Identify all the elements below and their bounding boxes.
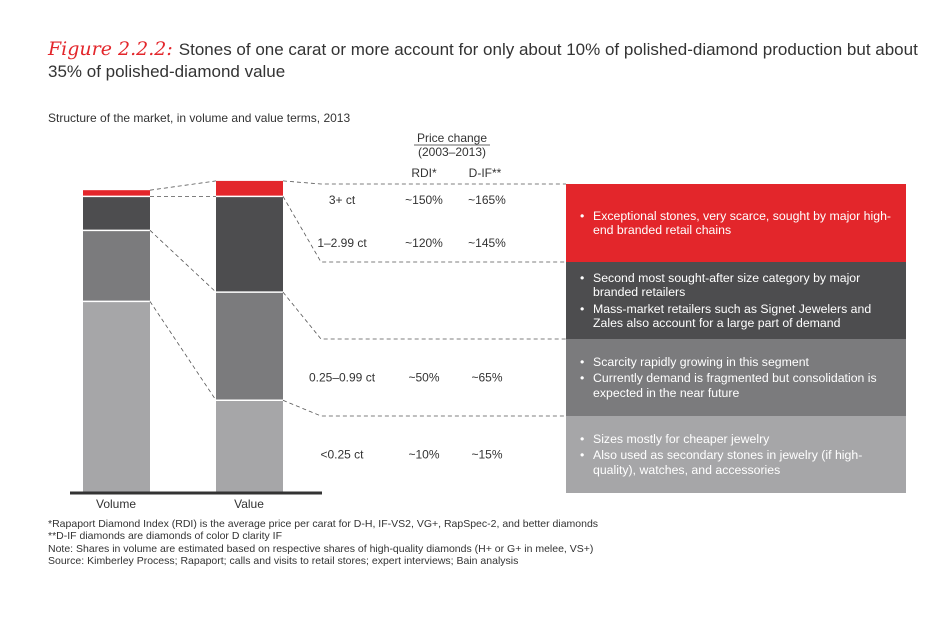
rdi-value-0-25-0-99-ct: ~50% (408, 370, 440, 385)
volume-bar-0-25-ct (83, 301, 150, 493)
footnotes (48, 518, 928, 567)
volume-bar-3-ct (83, 190, 150, 196)
panel-bullet: • Scarcity rapidly growing in this segment (580, 355, 896, 370)
volume-value-connector (150, 230, 216, 292)
volume-bar-1-2-99-ct (83, 196, 150, 230)
row-connector (283, 292, 566, 339)
value-bar-3-ct (216, 181, 283, 196)
value-bar-0-25-ct (216, 400, 283, 493)
volume-axis-label: Volume (95, 497, 137, 511)
figure-label: Figure 2.2.2: (48, 38, 173, 60)
rdi-value-3-ct: ~150% (405, 193, 443, 207)
panel-bullet: • Also used as secondary stones in jewelry (if high-quality), watches, and accessories (580, 448, 896, 477)
rdi-value-1-2-99-ct: ~120% (405, 236, 443, 250)
value-bar-1-2-99-ct (216, 196, 283, 292)
size-label-0-25-ct: <0.25 ct (320, 447, 364, 462)
panel-3plus (566, 184, 906, 262)
rdi-value-0-25-ct: ~10% (408, 447, 440, 462)
size-label-3-ct: 3+ ct (328, 193, 356, 207)
panel-bullet: • Currently demand is fragmented but consolidation is expected in the near future (580, 371, 896, 400)
dif-value-0-25-ct: ~15% (471, 447, 503, 462)
volume-bar-0-25-0-99-ct (83, 230, 150, 301)
col-header-dif: D-IF** (468, 166, 502, 180)
footnote-dif: **D-IF diamonds are diamonds of color D clarity IF (48, 530, 282, 543)
price-change-period: (2003–2013) (417, 145, 487, 159)
dif-value-1-2-99-ct: ~145% (468, 236, 506, 250)
value-bar-0-25-0-99-ct (216, 292, 283, 400)
price-change-header: Price change (416, 131, 488, 145)
title-text: Stones of one carat or more account for only about 10% of polished-diamond production but about 35% of polished-diamond value (48, 40, 918, 81)
size-label-0-25-0-99-ct: 0.25–0.99 ct (308, 370, 376, 385)
footnote-source: Source: Kimberley Process; Rapaport; calls and visits to retail stores; expert interviews; Bain analysis (48, 554, 519, 567)
panel-bullet: • Exceptional stones, very scarce, sought by major high-end branded retail chains (580, 209, 896, 238)
row-connector (283, 181, 566, 184)
panel-lt025 (566, 416, 906, 493)
panel-bullet: • Mass-market retailers such as Signet Jewelers and Zales also account for a large part of demand (580, 302, 896, 331)
panel-bullet: • Second most sought-after size category by major branded retailers (580, 271, 896, 300)
footnote-rdi: *Rapaport Diamond Index (RDI) is the average price per carat for D-H, IF-VS2, VG+, RapSpec-2, and better diamonds (48, 518, 599, 530)
panel-bullet: • Sizes mostly for cheaper jewelry (580, 432, 896, 447)
dif-value-0-25-0-99-ct: ~65% (471, 370, 503, 385)
panel-025to099 (566, 339, 906, 416)
value-axis-label: Value (234, 497, 264, 511)
row-connector (283, 400, 566, 416)
dif-value-3-ct: ~165% (468, 193, 506, 207)
panel-1to3 (566, 262, 906, 339)
volume-value-connector (150, 181, 216, 190)
chart-subtitle: Structure of the market, in volume and value terms, 2013 (48, 111, 351, 125)
footnote-note: Note: Shares in volume are estimated based on respective shares of high-quality diamonds (H+ or G+ in melee, VS+) (48, 542, 594, 555)
volume-value-connector (150, 301, 216, 400)
col-header-rdi: RDI* (411, 166, 437, 180)
size-label-1-2-99-ct: 1–2.99 ct (317, 236, 367, 250)
